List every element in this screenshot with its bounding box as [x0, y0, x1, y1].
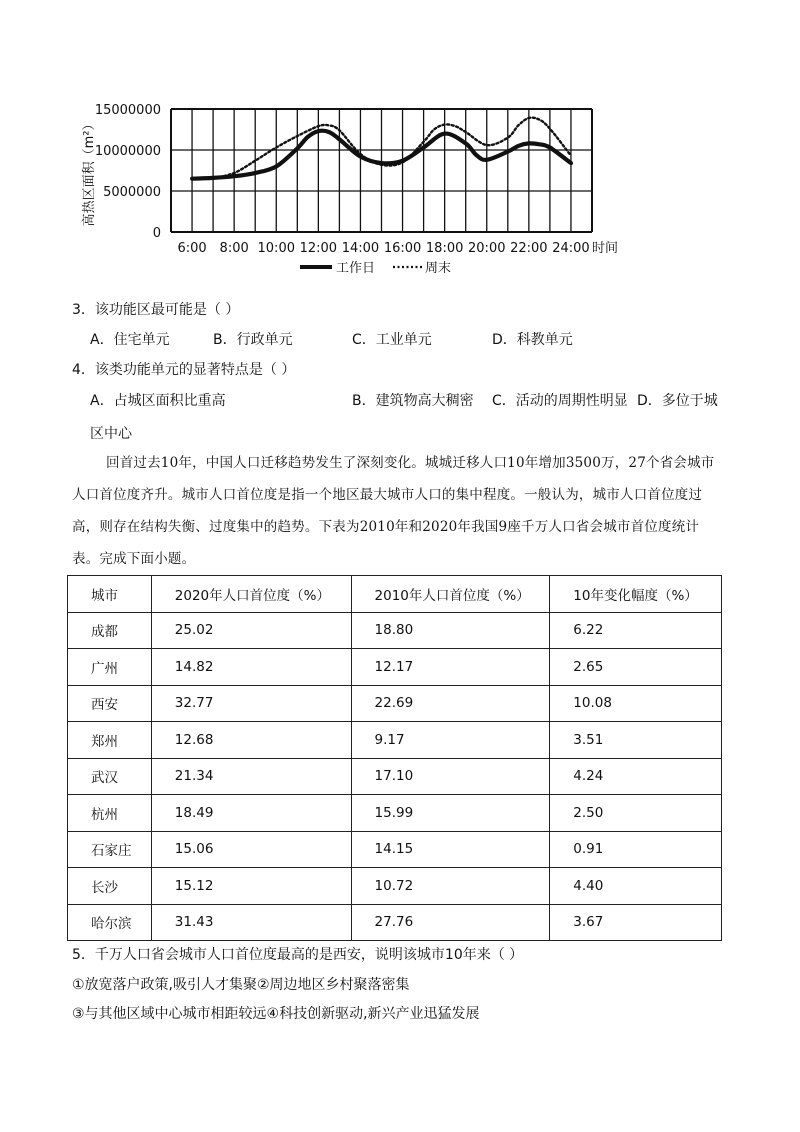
x-axis-label: 时间 — [592, 241, 619, 256]
table-cell-value: 14.15 — [351, 831, 550, 868]
table-cell-value: 27.76 — [351, 904, 550, 941]
table-row — [68, 831, 722, 868]
x-tick-label: 8:00 — [219, 241, 249, 256]
y-tick-label: 10000000 — [94, 144, 161, 159]
table-cell-value: 18.80 — [351, 612, 550, 649]
table-header-row — [68, 576, 722, 613]
table-cell-value: 2.50 — [550, 795, 722, 832]
table-cell-value: 2.65 — [550, 649, 722, 686]
table-row — [68, 722, 722, 759]
passage-line-4: 表。完成下面小题。 — [72, 551, 196, 567]
question-4-option-b: B．建筑物高大稠密 — [352, 393, 474, 409]
table-cell-value: 22.69 — [351, 685, 550, 722]
header-2020: 2020年人口首位度（%） — [151, 576, 351, 613]
legend-label-weekend: 周末 — [425, 261, 452, 276]
question-4-option-a: A．占城区面积比重高 — [90, 393, 226, 409]
x-tick-label: 14:00 — [341, 241, 380, 256]
table-cell-value: 15.06 — [151, 831, 351, 868]
table-cell-value: 18.49 — [151, 795, 351, 832]
legend-label-weekday: 工作日 — [336, 261, 376, 276]
table-cell-value: 14.82 — [151, 649, 351, 686]
table-row — [68, 649, 722, 686]
table-cell-city: 哈尔滨 — [68, 904, 152, 941]
x-tick-label: 16:00 — [383, 241, 422, 256]
passage-line-2: 人口首位度齐升。城市人口首位度是指一个地区最大城市人口的集中程度。一般认为，城市人口首位度过 — [72, 487, 703, 503]
table-cell-value: 12.68 — [151, 722, 351, 759]
table-cell-city: 广州 — [68, 649, 152, 686]
question-3-option-a: A．住宅单元 — [90, 332, 170, 348]
table-row — [68, 758, 722, 795]
table-row — [68, 795, 722, 832]
x-tick-label: 18:00 — [425, 241, 464, 256]
passage-line-3: 高，则存在结构失衡、过度集中的趋势。下表为2010年和2020年我国9座千万人口省会城市首位度统计 — [72, 519, 700, 535]
table-row — [68, 685, 722, 722]
x-tick-label: 12:00 — [299, 241, 338, 256]
chart-grid — [171, 109, 592, 232]
question-5-stem: 5．千万人口省会城市人口首位度最高的是西安，说明该城市10年来（ ） — [72, 947, 524, 963]
table-cell-value: 3.51 — [550, 722, 722, 759]
table-cell-value: 0.91 — [550, 831, 722, 868]
primacy-table — [67, 575, 722, 941]
header-city: 城市 — [68, 576, 152, 613]
table-cell-city: 成都 — [68, 612, 152, 649]
table-cell-value: 25.02 — [151, 612, 351, 649]
heat-area-line-chart — [0, 0, 800, 285]
question-4-stem: 4．该类功能单元的显著特点是（ ） — [72, 362, 296, 378]
header-change: 10年变化幅度（%） — [550, 576, 722, 613]
table-cell-value: 10.72 — [351, 868, 550, 905]
table-body — [68, 576, 722, 941]
table-cell-city: 长沙 — [68, 868, 152, 905]
question-3-option-b: B．行政单元 — [213, 332, 293, 348]
y-axis-label: 高热区面积（m²） — [82, 117, 97, 227]
passage-line-1: 回首过去10年，中国人口迁移趋势发生了深刻变化。城城迁移人口10年增加3500万，27个省会城市 — [106, 455, 715, 471]
table-cell-value: 10.08 — [550, 685, 722, 722]
question-4-option-d: D．多位于城 — [637, 393, 718, 409]
table-cell-city: 武汉 — [68, 758, 152, 795]
table-cell-value: 6.22 — [550, 612, 722, 649]
table-cell-city: 郑州 — [68, 722, 152, 759]
table-cell-value: 32.77 — [151, 685, 351, 722]
x-tick-label: 10:00 — [257, 241, 295, 256]
question-5-line-2: ③与其他区域中心城市相距较远④科技创新驱动,新兴产业迅猛发展 — [72, 1006, 480, 1022]
table-cell-city: 杭州 — [68, 795, 152, 832]
x-tick-label: 24:00 — [552, 241, 590, 256]
table-cell-city: 西安 — [68, 685, 152, 722]
question-3-option-d: D．科教单元 — [492, 332, 573, 348]
question-3-option-c: C．工业单元 — [352, 332, 432, 348]
x-tick-label: 20:00 — [468, 241, 506, 256]
table-cell-value: 21.34 — [151, 758, 351, 795]
table-cell-value: 17.10 — [351, 758, 550, 795]
x-axis-ticks — [177, 241, 589, 256]
table-cell-value: 3.67 — [550, 904, 722, 941]
table-cell-city: 石家庄 — [68, 831, 152, 868]
header-2010: 2010年人口首位度（%） — [351, 576, 550, 613]
table-cell-value: 15.12 — [151, 868, 351, 905]
x-tick-label: 6:00 — [177, 241, 207, 256]
table-row — [68, 612, 722, 649]
chart-legend — [300, 260, 451, 276]
y-tick-label: 15000000 — [94, 103, 161, 118]
y-axis-ticks — [95, 103, 161, 241]
table-cell-value: 4.40 — [550, 868, 722, 905]
table-cell-value: 31.43 — [151, 904, 351, 941]
y-tick-label: 5000000 — [103, 185, 161, 200]
question-4-option-d-continuation: 区中心 — [90, 426, 132, 442]
table-cell-value: 9.17 — [351, 722, 550, 759]
y-tick-label: 0 — [152, 226, 161, 241]
question-5-line-1: ①放宽落户政策,吸引人才集聚②周边地区乡村聚落密集 — [72, 977, 410, 993]
table-cell-value: 12.17 — [351, 649, 550, 686]
table-cell-value: 15.99 — [351, 795, 550, 832]
table-row — [68, 868, 722, 905]
table-cell-value: 4.24 — [550, 758, 722, 795]
table-row — [68, 904, 722, 941]
x-tick-label: 22:00 — [510, 241, 548, 256]
question-3-stem: 3．该功能区最可能是（ ） — [72, 302, 240, 318]
question-4-option-c: C．活动的周期性明显 — [492, 393, 628, 409]
